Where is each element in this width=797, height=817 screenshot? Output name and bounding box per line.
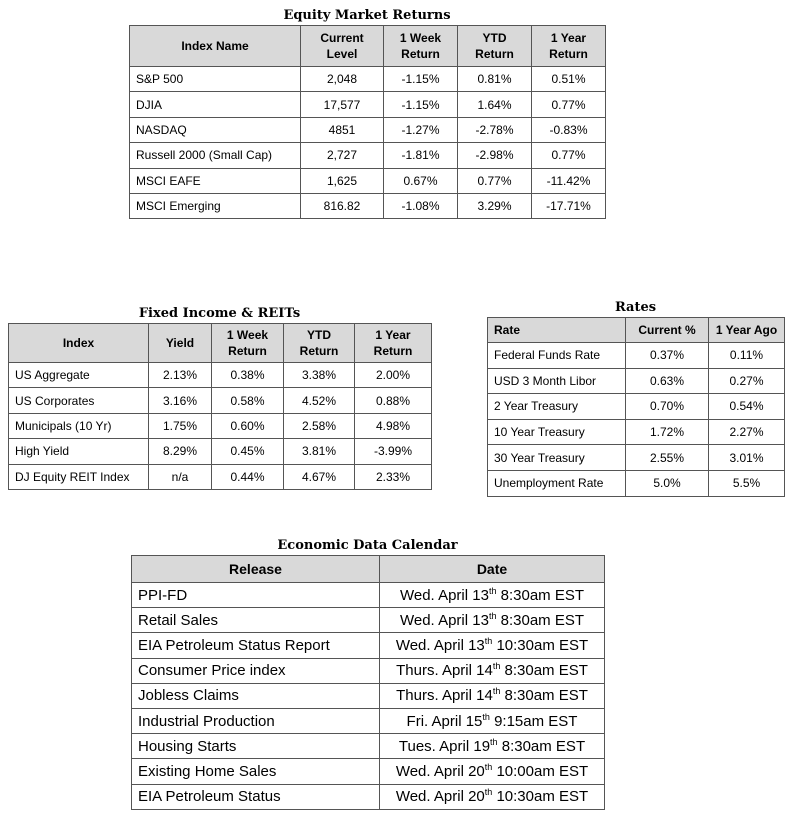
value-cell: 0.54%	[709, 394, 785, 420]
table-row	[132, 784, 605, 809]
value-cell: 0.77%	[458, 168, 532, 193]
value-cell: 2.55%	[626, 445, 709, 471]
value-cell: 4851	[301, 117, 384, 142]
value-cell: -11.42%	[532, 168, 606, 193]
table-row	[488, 343, 785, 369]
equity-returns-section	[129, 7, 605, 219]
equity-column-header: Current Level	[301, 26, 384, 67]
fixed-income-header-row	[9, 324, 432, 363]
release-name-cell: Retail Sales	[132, 608, 380, 633]
row-label-cell: High Yield	[9, 439, 149, 464]
value-cell: 0.67%	[384, 168, 458, 193]
value-cell: 3.81%	[284, 439, 355, 464]
value-cell: 0.11%	[709, 343, 785, 369]
release-date-day: Wed. April 13	[399, 586, 489, 604]
release-date-time: 8:30am EST	[500, 687, 588, 705]
table-row	[132, 708, 605, 733]
release-date-time: 8:30am EST	[500, 662, 588, 680]
value-cell: 0.77%	[532, 143, 606, 168]
value-cell: -2.78%	[458, 117, 532, 142]
equity-header-row	[130, 26, 606, 67]
fixed-income-section	[8, 305, 431, 490]
row-label-cell: 2 Year Treasury	[488, 394, 626, 420]
release-name-cell: Industrial Production	[132, 708, 380, 733]
equity-body	[130, 67, 606, 219]
fixed-income-table-title: Fixed Income & REITs	[138, 306, 301, 321]
value-cell: 3.29%	[458, 193, 532, 218]
release-date-time: 8:30am EST	[496, 586, 584, 604]
table-row	[130, 92, 606, 117]
release-date-time: 10:30am EST	[492, 788, 589, 806]
release-date-day: Thurs. April 14	[396, 687, 493, 705]
release-date-cell	[380, 759, 605, 784]
release-date-time: 9:15am EST	[489, 712, 578, 730]
equity-table-title: Equity Market Returns	[283, 8, 451, 23]
value-cell: 816.82	[301, 193, 384, 218]
fixed-income-body	[9, 363, 432, 490]
table-row	[130, 193, 606, 218]
release-name-cell: EIA Petroleum Status	[132, 784, 380, 809]
release-date-cell	[380, 784, 605, 809]
row-label-cell: MSCI Emerging	[130, 193, 301, 218]
row-label-cell: DJIA	[130, 92, 301, 117]
value-cell: 2.00%	[355, 363, 432, 388]
release-name-cell: Existing Home Sales	[132, 759, 380, 784]
value-cell: 8.29%	[149, 439, 212, 464]
fixed-column-header: Yield	[149, 324, 212, 363]
economic-calendar-column-header: Release	[132, 556, 380, 583]
value-cell: 2,048	[301, 67, 384, 92]
release-date-ordinal: th	[484, 761, 493, 772]
table-row	[9, 439, 432, 464]
value-cell: 2,727	[301, 143, 384, 168]
row-label-cell: Unemployment Rate	[488, 470, 626, 496]
release-date-day: Wed. April 20	[395, 788, 485, 806]
release-date-cell	[380, 708, 605, 733]
economic-calendar-title: Economic Data Calendar	[277, 538, 458, 553]
economic-calendar-body	[132, 583, 605, 810]
release-date-cell	[380, 734, 605, 759]
value-cell: 0.38%	[212, 363, 284, 388]
table-row	[132, 683, 605, 708]
row-label-cell: Municipals (10 Yr)	[9, 413, 149, 438]
row-label-cell: S&P 500	[130, 67, 301, 92]
value-cell: 1.64%	[458, 92, 532, 117]
value-cell: 0.44%	[212, 464, 284, 489]
release-date-ordinal: th	[490, 736, 498, 747]
equity-column-header: 1 Week Return	[384, 26, 458, 67]
table-row	[130, 143, 606, 168]
table-row	[488, 470, 785, 496]
row-label-cell: US Corporates	[9, 388, 149, 413]
table-row	[9, 363, 432, 388]
rates-column-header: Rate	[488, 318, 626, 343]
economic-calendar-table	[131, 555, 605, 810]
fixed-income-table	[8, 323, 432, 490]
table-row	[488, 445, 785, 471]
table-row	[132, 759, 605, 784]
value-cell: 0.81%	[458, 67, 532, 92]
release-date-cell	[380, 683, 605, 708]
release-date-time: 10:00am EST	[492, 762, 589, 780]
value-cell: 0.88%	[355, 388, 432, 413]
economic-calendar-header-row	[132, 556, 605, 583]
value-cell: 2.58%	[284, 413, 355, 438]
value-cell: 0.27%	[709, 368, 785, 394]
table-row	[132, 734, 605, 759]
release-date-ordinal: th	[492, 661, 501, 672]
value-cell: 2.33%	[355, 464, 432, 489]
rates-table-title: Rates	[614, 300, 657, 315]
value-cell: 4.52%	[284, 388, 355, 413]
rates-table	[487, 317, 785, 497]
value-cell: -2.98%	[458, 143, 532, 168]
value-cell: 0.58%	[212, 388, 284, 413]
value-cell: n/a	[149, 464, 212, 489]
release-date-day: Thurs. April 14	[396, 662, 493, 680]
release-date-ordinal: th	[482, 711, 490, 722]
row-label-cell: Russell 2000 (Small Cap)	[130, 143, 301, 168]
economic-calendar-section	[131, 537, 604, 810]
value-cell: -1.81%	[384, 143, 458, 168]
value-cell: 0.60%	[212, 413, 284, 438]
table-row	[130, 117, 606, 142]
release-date-time: 10:30am EST	[492, 636, 589, 654]
table-row	[9, 388, 432, 413]
row-label-cell: USD 3 Month Libor	[488, 368, 626, 394]
value-cell: 0.45%	[212, 439, 284, 464]
table-row	[132, 608, 605, 633]
value-cell: 4.67%	[284, 464, 355, 489]
row-label-cell: MSCI EAFE	[130, 168, 301, 193]
table-row	[9, 464, 432, 489]
release-date-day: Wed. April 20	[395, 762, 485, 780]
release-date-ordinal: th	[492, 686, 501, 697]
release-name-cell: EIA Petroleum Status Report	[132, 633, 380, 658]
row-label-cell: 10 Year Treasury	[488, 419, 626, 445]
release-name-cell: Housing Starts	[132, 734, 380, 759]
value-cell: 17,577	[301, 92, 384, 117]
value-cell: 0.37%	[626, 343, 709, 369]
rates-section	[487, 299, 784, 497]
fixed-column-header: Index	[9, 324, 149, 363]
release-name-cell: Consumer Price index	[132, 658, 380, 683]
release-date-day: Tues. April 19	[398, 737, 491, 755]
table-row	[132, 583, 605, 608]
release-date-day: Wed. April 13	[399, 611, 489, 629]
release-date-cell	[380, 608, 605, 633]
release-name-cell: Jobless Claims	[132, 683, 380, 708]
value-cell: 4.98%	[355, 413, 432, 438]
value-cell: 2.13%	[149, 363, 212, 388]
table-row	[130, 67, 606, 92]
value-cell: 3.38%	[284, 363, 355, 388]
value-cell: 0.63%	[626, 368, 709, 394]
value-cell: -3.99%	[355, 439, 432, 464]
rates-column-header: 1 Year Ago	[709, 318, 785, 343]
row-label-cell: NASDAQ	[130, 117, 301, 142]
release-date-day: Wed. April 13	[395, 636, 485, 654]
row-label-cell: 30 Year Treasury	[488, 445, 626, 471]
release-date-time: 8:30am EST	[497, 737, 586, 755]
value-cell: 1,625	[301, 168, 384, 193]
value-cell: -1.08%	[384, 193, 458, 218]
rates-body	[488, 343, 785, 497]
table-row	[9, 413, 432, 438]
value-cell: 1.72%	[626, 419, 709, 445]
release-name-cell: PPI-FD	[132, 583, 380, 608]
fixed-column-header: 1 Week Return	[212, 324, 284, 363]
table-row	[488, 368, 785, 394]
value-cell: 0.51%	[532, 67, 606, 92]
table-row	[488, 419, 785, 445]
release-date-cell	[380, 633, 605, 658]
row-label-cell: Federal Funds Rate	[488, 343, 626, 369]
economic-calendar-column-header: Date	[380, 556, 605, 583]
value-cell: 3.16%	[149, 388, 212, 413]
equity-column-header: YTD Return	[458, 26, 532, 67]
table-row	[488, 394, 785, 420]
value-cell: 2.27%	[709, 419, 785, 445]
value-cell: 5.5%	[709, 470, 785, 496]
value-cell: -1.15%	[384, 92, 458, 117]
value-cell: -1.15%	[384, 67, 458, 92]
release-date-ordinal: th	[484, 787, 493, 798]
equity-column-header: 1 Year Return	[532, 26, 606, 67]
equity-returns-table	[129, 25, 606, 219]
value-cell: -17.71%	[532, 193, 606, 218]
rates-header-row	[488, 318, 785, 343]
row-label-cell: US Aggregate	[9, 363, 149, 388]
rates-column-header: Current %	[626, 318, 709, 343]
release-date-ordinal: th	[488, 585, 497, 596]
release-date-cell	[380, 658, 605, 683]
value-cell: 1.75%	[149, 413, 212, 438]
fixed-column-header: 1 Year Return	[355, 324, 432, 363]
table-row	[130, 168, 606, 193]
release-date-cell	[380, 583, 605, 608]
release-date-time: 8:30am EST	[496, 611, 584, 629]
value-cell: -1.27%	[384, 117, 458, 142]
release-date-ordinal: th	[484, 635, 493, 646]
fixed-column-header: YTD Return	[284, 324, 355, 363]
table-row	[132, 633, 605, 658]
equity-column-header: Index Name	[130, 26, 301, 67]
value-cell: 3.01%	[709, 445, 785, 471]
value-cell: 0.77%	[532, 92, 606, 117]
value-cell: -0.83%	[532, 117, 606, 142]
value-cell: 0.70%	[626, 394, 709, 420]
row-label-cell: DJ Equity REIT Index	[9, 464, 149, 489]
table-row	[132, 658, 605, 683]
release-date-day: Fri. April 15	[406, 712, 483, 730]
release-date-ordinal: th	[488, 610, 497, 621]
value-cell: 5.0%	[626, 470, 709, 496]
